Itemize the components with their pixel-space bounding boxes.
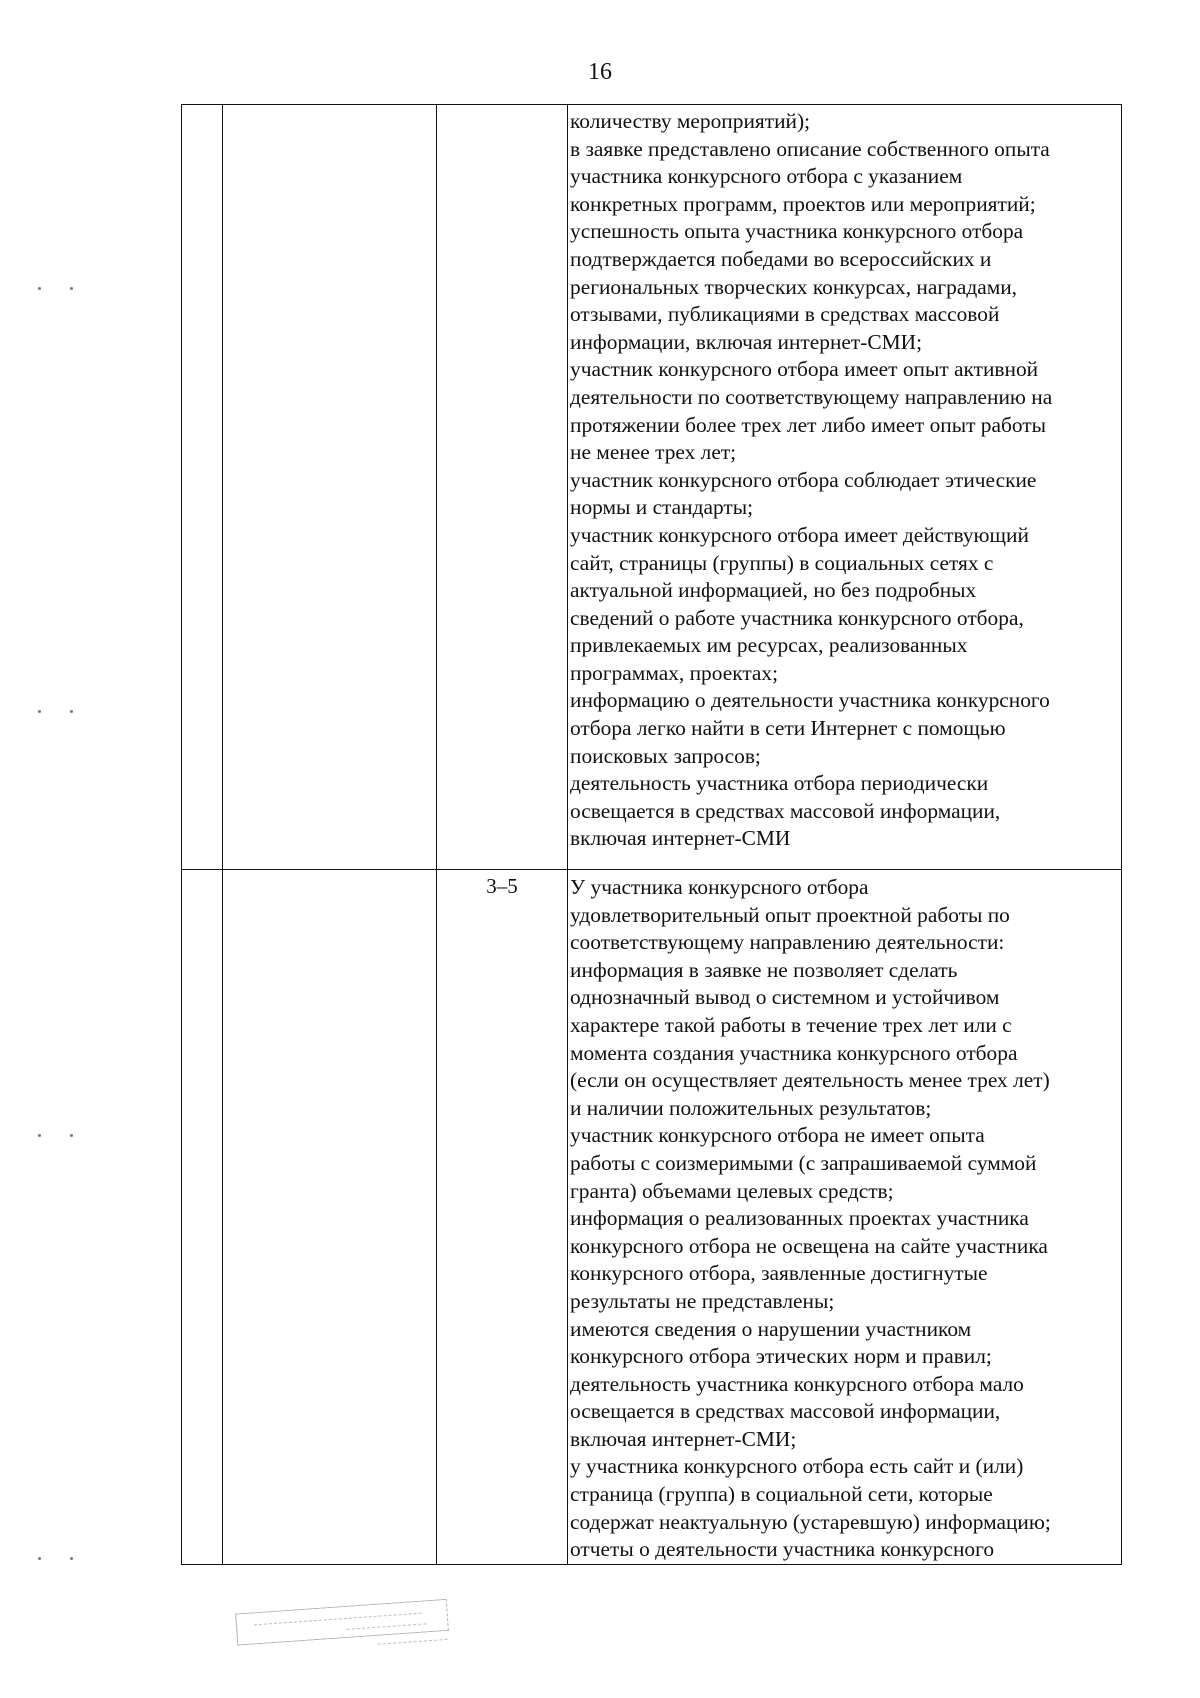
text-line: включая интернет-СМИ;: [570, 1426, 797, 1451]
text-line: (если он осуществляет деятельность менее трех лет): [570, 1068, 1050, 1093]
row-divider: [181, 869, 1122, 870]
text-line: деятельности по соответствующему направлению на: [570, 384, 1053, 409]
scan-dot: [38, 1557, 41, 1560]
text-line: участник конкурсного отбора соблюдает этические: [570, 467, 1037, 492]
page-number: 16: [588, 59, 612, 85]
column-border-number: [222, 104, 223, 1565]
text-line: деятельность участника конкурсного отбора мало: [570, 1371, 1024, 1396]
text-line: сайт, страницы (группы) в социальных сетях с: [570, 550, 994, 575]
text-line: включая интернет-СМИ: [570, 826, 791, 851]
text-line: программах, проектах;: [570, 660, 779, 685]
text-line: и наличии положительных результатов;: [570, 1095, 932, 1120]
text-line: освещается в средствах массовой информации,: [570, 1399, 1001, 1424]
scan-dot: [38, 1134, 41, 1137]
text-line: момента создания участника конкурсного отбора: [570, 1040, 1018, 1065]
text-line: страница (группа) в социальной сети, которые: [570, 1482, 993, 1507]
column-border-right: [1121, 104, 1122, 1565]
text-line: гранта) объемами целевых средств;: [570, 1178, 894, 1203]
column-border-criterion: [436, 104, 437, 1565]
text-line: соответствующему направлению деятельности:: [570, 930, 1005, 955]
registration-stamp: [235, 1594, 455, 1649]
row-1-description: [570, 108, 1118, 853]
text-line: результаты не представлены;: [570, 1288, 835, 1313]
text-line: участник конкурсного отбора имеет действующий: [570, 522, 1029, 547]
text-line: в заявке представлено описание собственного опыта: [570, 136, 1050, 161]
text-line: не менее трех лет;: [570, 440, 737, 465]
text-line: однозначный вывод о системном и устойчивом: [570, 985, 1000, 1010]
text-line: конкурсного отбора не освещена на сайте участника: [570, 1233, 1048, 1258]
text-line: участника конкурсного отбора с указанием: [570, 164, 963, 189]
row-2-description: [570, 874, 1118, 1564]
scan-dot: [38, 287, 41, 290]
text-line: региональных творческих конкурсах, наградами,: [570, 274, 1018, 299]
scan-dot: [70, 710, 73, 713]
text-line: участник конкурсного отбора не имеет опыта: [570, 1123, 985, 1148]
text-line: протяжении более трех лет либо имеет опыт работы: [570, 412, 1047, 437]
text-line: информации, включая интернет-СМИ;: [570, 329, 923, 354]
text-line: отзывами, публикациями в средствах массовой: [570, 302, 1000, 327]
text-line: конкретных программ, проектов или мероприятий;: [570, 191, 1036, 216]
text-line: количеству мероприятий);: [570, 109, 811, 133]
text-line: отбора легко найти в сети Интернет с помощью: [570, 716, 1006, 741]
stamp-frame: [235, 1599, 449, 1646]
text-line: конкурсного отбора этических норм и правил;: [570, 1344, 992, 1369]
scan-dot: [70, 1134, 73, 1137]
text-line: У участника конкурсного отбора: [570, 875, 869, 899]
text-line: конкурсного отбора, заявленные достигнутые: [570, 1261, 988, 1286]
text-line: нормы и стандарты;: [570, 495, 754, 520]
text-line: удовлетворительный опыт проектной работы по: [570, 902, 1010, 927]
stamp-underline: [378, 1639, 448, 1645]
text-line: привлекаемых им ресурсах, реализованных: [570, 633, 968, 658]
text-line: информация в заявке не позволяет сделать: [570, 957, 958, 982]
text-line: освещается в средствах массовой информации,: [570, 798, 1001, 823]
text-line: участник конкурсного отбора имеет опыт активной: [570, 357, 1039, 382]
text-line: поисковых запросов;: [570, 743, 761, 768]
text-line: сведений о работе участника конкурсного отбора,: [570, 605, 1024, 630]
text-line: деятельность участника отбора периодически: [570, 771, 989, 796]
text-line: характере такой работы в течение трех лет или с: [570, 1012, 1012, 1037]
text-line: актуальной информацией, но без подробных: [570, 578, 977, 603]
text-line: информация о реализованных проектах участника: [570, 1206, 1029, 1231]
scan-dot: [70, 1557, 73, 1560]
text-line: успешность опыта участника конкурсного отбора: [570, 219, 1024, 244]
text-line: имеются сведения о нарушении участником: [570, 1316, 972, 1341]
text-line: информацию о деятельности участника конкурсного: [570, 688, 1050, 713]
text-line: у участника конкурсного отбора есть сайт и (или): [570, 1454, 1024, 1479]
text-line: работы с соизмеримыми (с запрашиваемой суммой: [570, 1150, 1037, 1175]
scan-dot: [38, 710, 41, 713]
scan-dot: [70, 287, 73, 290]
table-top-border: [181, 104, 1122, 105]
table-bottom-border: [181, 1564, 1122, 1565]
score-range: 3–5: [486, 874, 518, 898]
text-line: содержат неактуальную (устаревшую) информацию;: [570, 1509, 1051, 1534]
column-border-left: [181, 104, 182, 1565]
column-border-score: [567, 104, 568, 1565]
text-line: отчеты о деятельности участника конкурсного: [570, 1537, 995, 1562]
text-line: подтверждается победами во всероссийских и: [570, 246, 992, 271]
